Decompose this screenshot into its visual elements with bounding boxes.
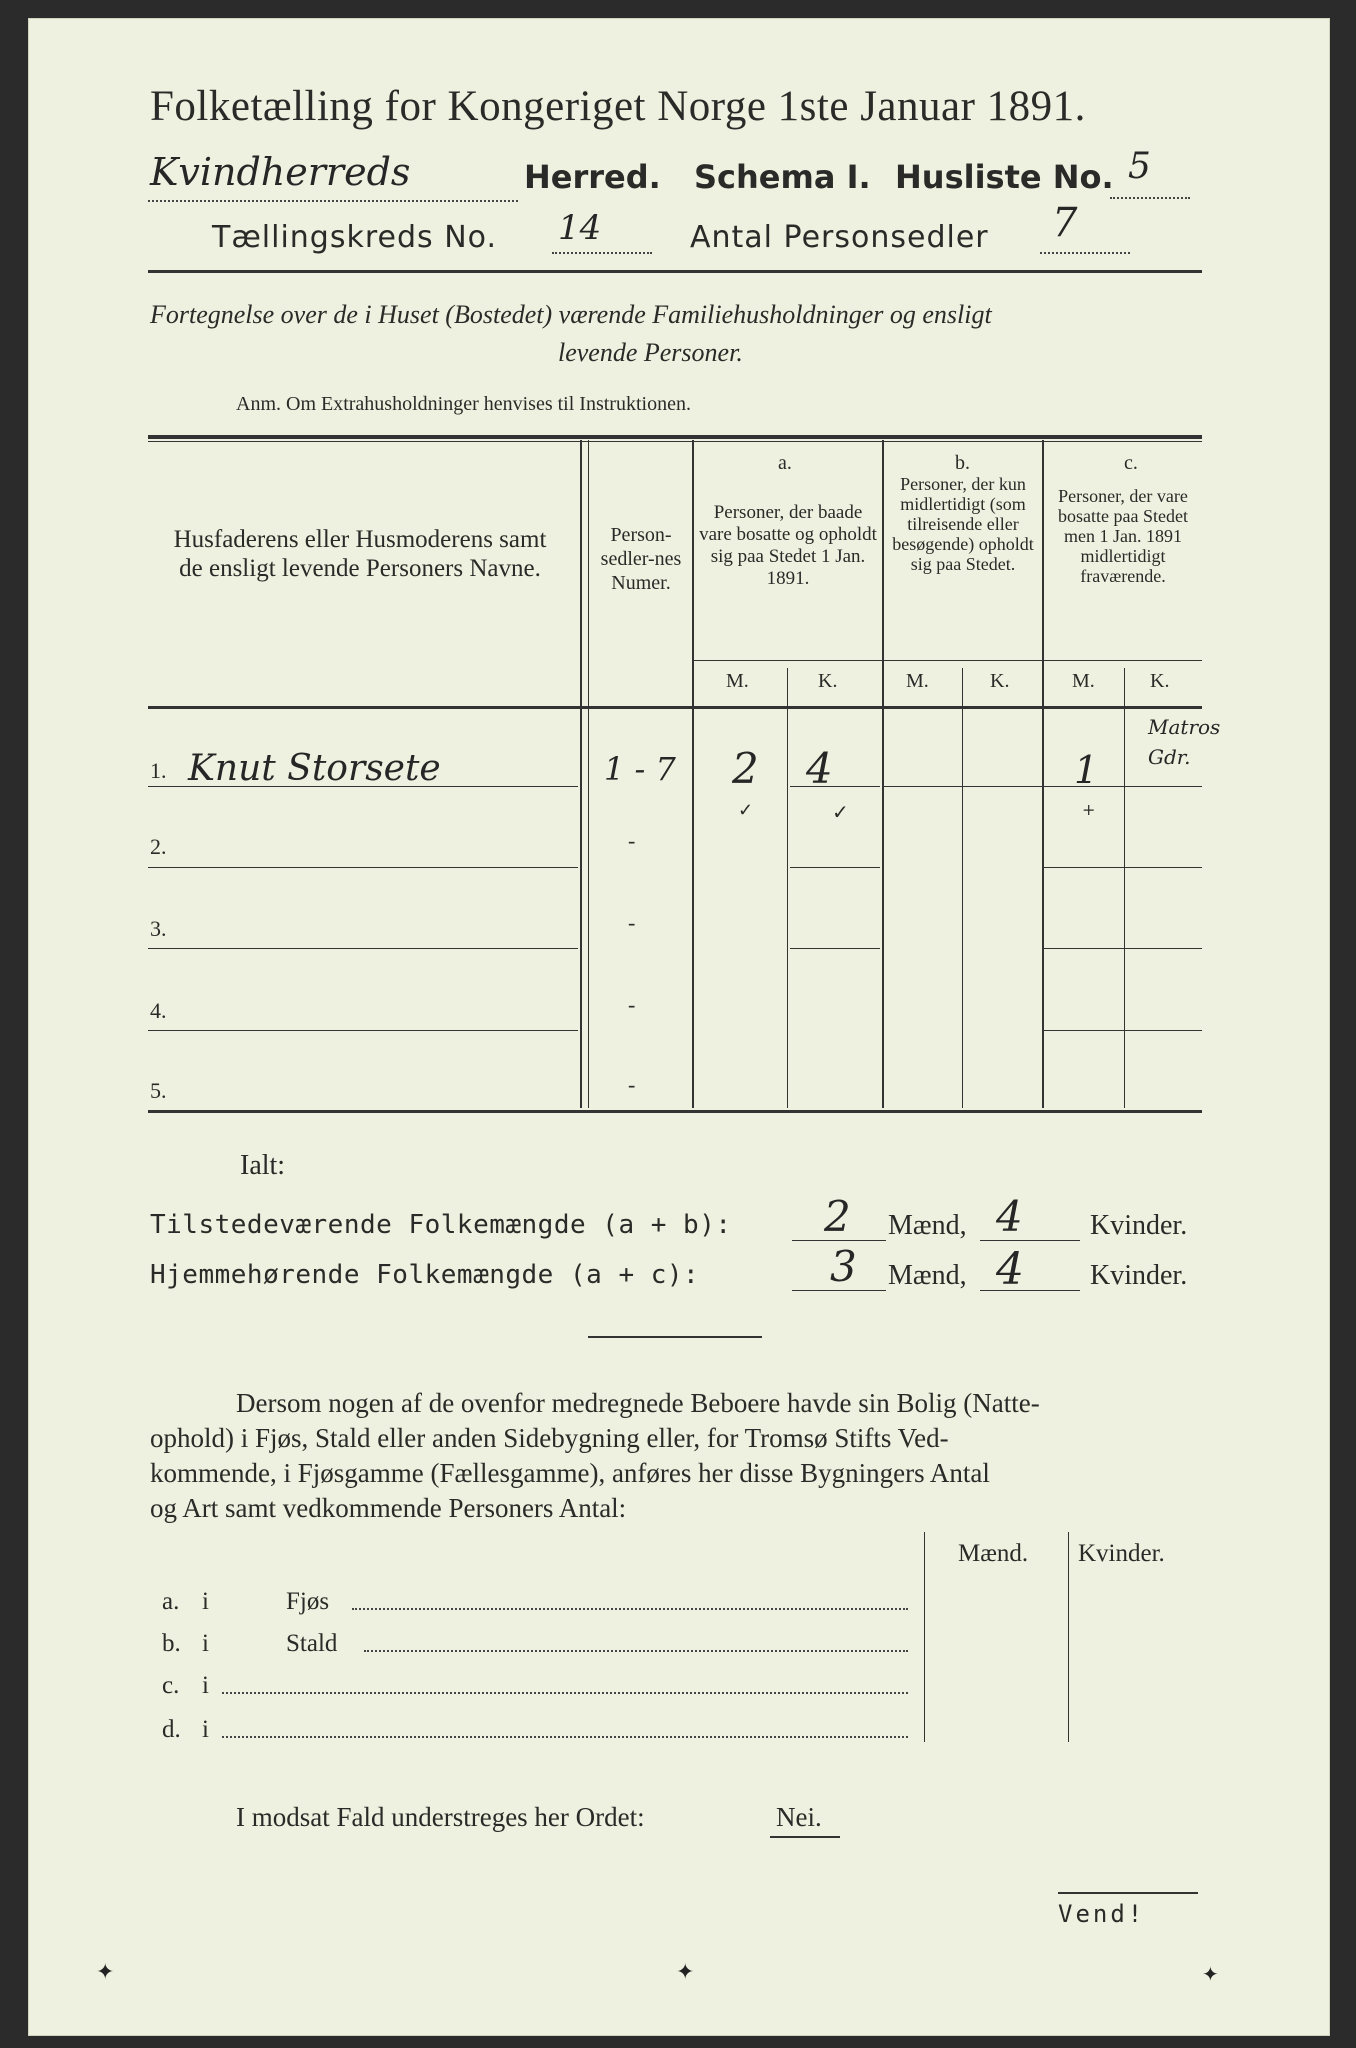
row-number: 1. <box>150 758 167 783</box>
dersom-label: Stald <box>286 1630 338 1657</box>
row-num: - <box>628 1072 636 1097</box>
total-line-2-maend: Mænd, <box>888 1260 967 1291</box>
row-note: Matros Gdr. <box>1148 715 1221 769</box>
vend-rule <box>1058 1892 1198 1894</box>
col-divider-name-2 <box>588 440 589 1108</box>
col-num-header: Person-sedler-nes Numer. <box>600 524 682 594</box>
maend-col-divider <box>924 1532 925 1742</box>
col-divider-name <box>580 440 582 1108</box>
herred-dotted-line <box>148 200 518 202</box>
total-line-2-men: 3 <box>830 1242 857 1291</box>
row-c-m: 1 <box>1074 748 1099 792</box>
dersom-i: i <box>202 1630 209 1657</box>
dersom-letter: d. <box>162 1716 181 1743</box>
dersom-letter: a. <box>162 1588 180 1615</box>
punch-mark: ✦ <box>676 1960 695 1985</box>
row-rule <box>1044 867 1202 868</box>
intro-line-1: Fortegnelse over de i Huset (Bostedet) værende Familiehusholdninger og ensligt <box>150 300 992 329</box>
dersom-dots <box>352 1608 908 1610</box>
c-k-label: K. <box>1150 670 1170 692</box>
row-number: 4. <box>150 998 167 1023</box>
husliste-dotted-line <box>1110 197 1190 199</box>
check-mark: ✓ <box>738 800 754 821</box>
dersom-dots <box>222 1736 908 1738</box>
row-num: - <box>628 910 636 935</box>
table-bottom-rule <box>148 1110 1202 1113</box>
row-rule <box>148 786 578 787</box>
taellingskreds-dotted-line <box>552 252 652 254</box>
punch-mark: ✦ <box>96 1960 115 1985</box>
punch-mark: ✦ <box>1202 1962 1219 1986</box>
header-rule <box>148 270 1202 273</box>
kvinder-col-divider <box>1068 1532 1069 1742</box>
dersom-line-4: og Art samt vedkommende Personers Antal: <box>150 1493 627 1523</box>
a-m-label: M. <box>726 670 749 692</box>
total-line-1-fill <box>792 1240 886 1241</box>
taellingskreds-value: 14 <box>558 208 602 248</box>
vend-text: Vend! <box>1058 1900 1146 1928</box>
a-k-label: K. <box>818 670 838 692</box>
maend-col-header: Mænd. <box>958 1540 1029 1567</box>
dersom-line-2: ophold) i Fjøs, Stald eller anden Sidebygning eller, for Tromsø Stifts Ved- <box>150 1423 949 1453</box>
row-rule <box>1044 948 1202 949</box>
ialt-label: Ialt: <box>240 1150 286 1181</box>
total-line-2-label: Hjemmehørende Folkemængde (a + c): <box>150 1260 700 1290</box>
total-line-1-fill <box>980 1240 1080 1241</box>
total-line-1-label: Tilstedeværende Folkemængde (a + b): <box>150 1210 732 1240</box>
col-a-letter: a. <box>778 452 792 474</box>
row-name: Knut Storsete <box>188 748 441 789</box>
col-divider-b-mk <box>962 668 963 1108</box>
row-a-m: 2 <box>732 744 759 793</box>
col-b-letter: b. <box>955 452 970 474</box>
col-divider-num <box>692 440 694 1108</box>
antal-label: Antal Personsedler <box>690 220 989 255</box>
row-num: 1 - 7 <box>604 750 676 788</box>
section-separator <box>588 1336 762 1338</box>
dersom-letter: c. <box>162 1672 180 1699</box>
row-rule <box>1044 1030 1202 1031</box>
intro-line-2: levende Personer. <box>558 338 743 367</box>
form-title: Folketælling for Kongeriget Norge 1ste Januar 1891. <box>150 83 1086 130</box>
table-top-rule <box>148 435 1202 439</box>
dersom-letter: b. <box>162 1630 181 1657</box>
row-rule <box>148 1030 578 1031</box>
total-line-1-maend: Mænd, <box>888 1210 967 1241</box>
dersom-i: i <box>202 1672 209 1699</box>
dersom-line-3: kommende, i Fjøsgamme (Fællesgamme), anføres her disse Bygningers Antal <box>150 1458 990 1488</box>
total-line-2-fill <box>980 1290 1080 1291</box>
antal-dotted-line <box>1040 252 1130 254</box>
dersom-dots <box>364 1650 908 1652</box>
col-divider-c-mk <box>1124 668 1125 1108</box>
row-rule <box>884 786 1202 787</box>
col-c-header: Personer, der vare bosatte paa Stedet men 1 Jan. 1891 midlertidigt fraværende. <box>1058 486 1188 586</box>
col-c-letter: c. <box>1124 452 1138 474</box>
total-line-1-women: 4 <box>996 1192 1023 1241</box>
row-number: 3. <box>150 916 167 941</box>
herred-label: Herred. <box>524 158 661 196</box>
row-a-k: 4 <box>806 744 833 793</box>
dersom-label: Fjøs <box>286 1588 330 1615</box>
total-line-1-kvinder: Kvinder. <box>1090 1210 1188 1241</box>
nei-underline <box>770 1836 840 1838</box>
b-m-label: M. <box>906 670 929 692</box>
col-a-header: Personer, der baade vare bosatte og opholdt sig paa Stedet 1 Jan. 1891. <box>699 502 877 589</box>
row-rule <box>148 948 578 949</box>
total-line-2-kvinder: Kvinder. <box>1090 1260 1188 1291</box>
tick-mark: + <box>1082 800 1096 819</box>
herred-handwritten: Kvindherreds <box>150 150 411 194</box>
dersom-dots <box>222 1692 908 1694</box>
dersom-i: i <box>202 1716 209 1743</box>
nei-word: Nei. <box>776 1802 822 1832</box>
row-number: 5. <box>150 1078 167 1103</box>
dersom-i: i <box>202 1588 209 1615</box>
c-m-label: M. <box>1072 670 1095 692</box>
col-b-header: Personer, der kun midlertidigt (som tilreisende eller besøgende) opholdt sig paa Stedet. <box>892 474 1034 574</box>
row-num: - <box>628 828 636 853</box>
row-rule <box>790 948 880 949</box>
dersom-line-1: Dersom nogen af de ovenfor medregnede Beboere havde sin Bolig (Natte- <box>236 1388 1040 1418</box>
anm-note: Anm. Om Extrahusholdninger henvises til Instruktionen. <box>236 393 691 415</box>
check-mark: ✓ <box>832 800 849 824</box>
antal-value: 7 <box>1052 200 1078 246</box>
row-num: - <box>628 992 636 1017</box>
total-line-1-men: 2 <box>824 1192 851 1241</box>
mk-row-rule <box>694 660 1202 661</box>
total-line-2-fill <box>792 1290 886 1291</box>
schema-label: Schema I. <box>694 158 871 196</box>
row-rule <box>790 786 880 787</box>
col-name-header: Husfaderens eller Husmoderens samt de ensligt levende Personers Navne. <box>173 526 547 582</box>
total-line-2-women: 4 <box>996 1244 1024 1295</box>
row-rule <box>790 867 880 868</box>
kvinder-col-header: Kvinder. <box>1078 1540 1165 1567</box>
taellingskreds-label: Tællingskreds No. <box>212 220 497 255</box>
b-k-label: K. <box>990 670 1010 692</box>
row-number: 2. <box>150 834 167 859</box>
row-rule <box>148 867 578 868</box>
husliste-label: Husliste No. <box>895 158 1114 196</box>
imodsat-text: I modsat Fald understreges her Ordet: <box>236 1802 645 1832</box>
col-divider-a-mk <box>787 668 788 1108</box>
husliste-value: 5 <box>1128 146 1151 187</box>
